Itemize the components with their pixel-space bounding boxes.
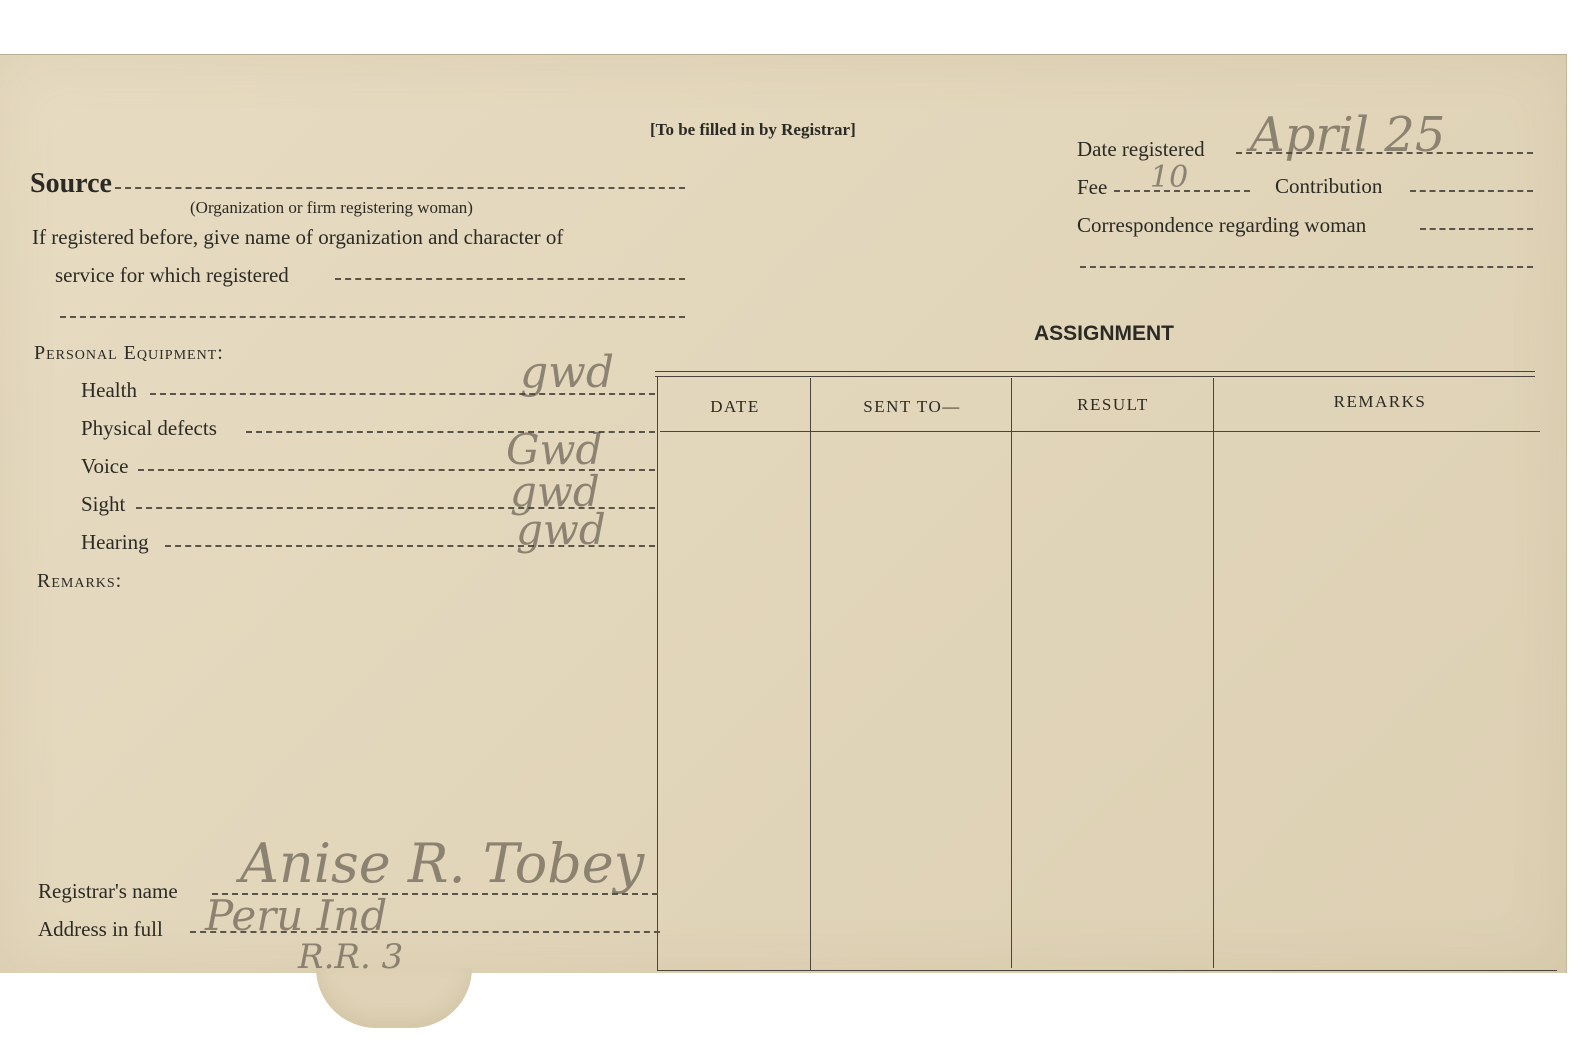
col-remarks: REMARKS [1333, 392, 1427, 411]
fee-label: Fee [1077, 175, 1108, 199]
date-registered-value[interactable]: April 25 [1250, 107, 1446, 163]
health-label: Health [81, 378, 137, 402]
assignment-rule-top-2 [655, 376, 1535, 377]
registrar-note: [To be filled in by Registrar] [650, 120, 856, 139]
assignment-bottom-rule [657, 970, 1557, 971]
remarks-heading: Remarks: [37, 570, 123, 592]
health-value[interactable]: gwd [520, 347, 614, 398]
assignment-title: ASSIGNMENT [1034, 322, 1175, 345]
col-result: RESULT [1077, 395, 1149, 414]
col-sent-to: SENT TO— [863, 397, 961, 416]
registrar-name-label: Registrar's name [38, 879, 178, 903]
voice-value[interactable]: Gwd [506, 425, 603, 474]
contribution-line [1410, 190, 1533, 192]
correspondence-line-2 [1080, 266, 1533, 268]
fee-value[interactable]: 10 [1150, 160, 1189, 195]
registration-card [0, 54, 1567, 977]
registered-before-line [335, 278, 685, 280]
personal-equipment-heading: Personal Equipment: [34, 342, 224, 364]
assignment-col-divider-2 [1011, 378, 1012, 968]
address-value-line2[interactable]: R.R. 3 [298, 937, 404, 977]
date-registered-label: Date registered [1077, 137, 1205, 161]
hearing-value[interactable]: gwd [516, 505, 606, 554]
voice-label: Voice [81, 454, 129, 478]
physical-defects-label: Physical defects [81, 416, 217, 440]
correspondence-label: Correspondence regarding woman [1077, 213, 1367, 237]
contribution-label: Contribution [1275, 174, 1383, 198]
col-date: DATE [710, 397, 760, 416]
source-label: Source [30, 168, 112, 199]
assignment-col-divider-0 [657, 376, 658, 970]
registered-before-line1: If registered before, give name of organization and character of [32, 225, 564, 249]
hearing-label: Hearing [81, 530, 149, 554]
registered-before-line2: service for which registered [55, 263, 289, 287]
sight-value[interactable]: gwd [510, 467, 600, 516]
sight-label: Sight [81, 492, 126, 516]
assignment-col-divider-1 [810, 378, 811, 970]
address-value-line1[interactable]: Peru Ind [205, 891, 388, 940]
registrar-name-value[interactable]: Anise R. Tobey [240, 832, 645, 895]
correspondence-line [1420, 228, 1533, 230]
assignment-col-divider-3 [1213, 378, 1214, 968]
source-caption: (Organization or firm registering woman) [190, 198, 473, 217]
source-line [115, 187, 685, 189]
address-label: Address in full [38, 917, 163, 941]
assignment-header-rule [660, 431, 1540, 432]
registered-before-line-2 [60, 316, 685, 318]
assignment-rule-top [655, 371, 1535, 372]
card-tab [316, 968, 472, 1028]
